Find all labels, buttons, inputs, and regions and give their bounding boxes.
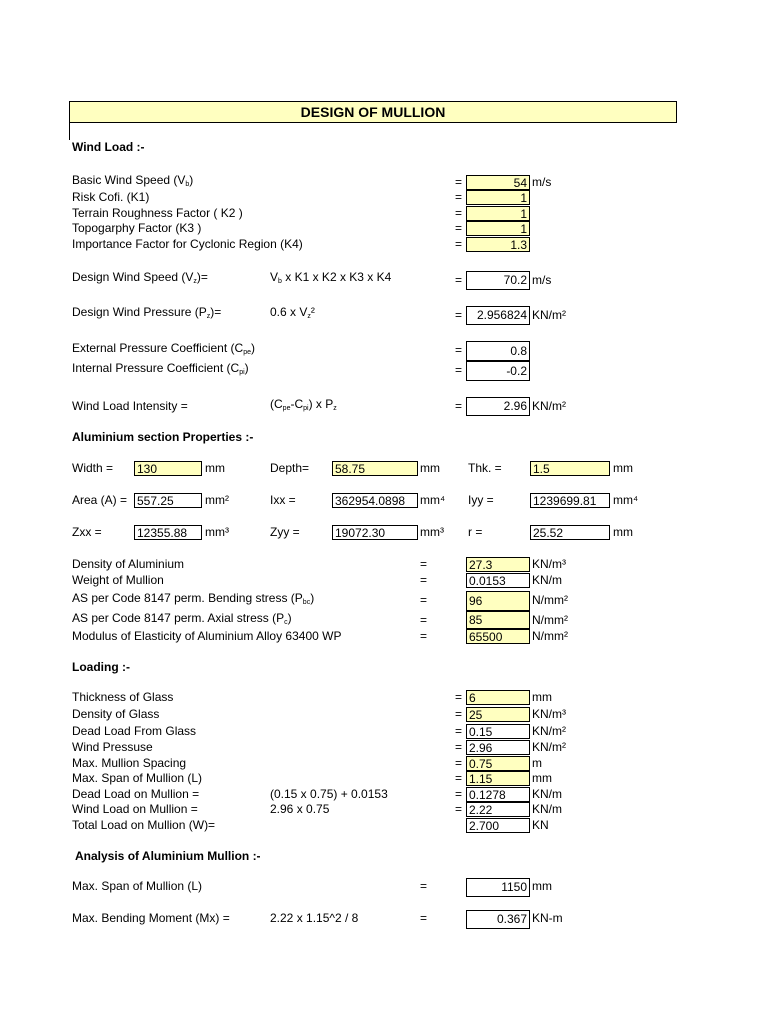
label-thickness-glass: Thickness of Glass: [72, 690, 174, 704]
section-heading-wind-load: Wind Load :-: [72, 140, 145, 154]
unit-ixx: mm⁴: [420, 493, 446, 507]
label-mullion-spacing: Max. Mullion Spacing: [72, 756, 187, 770]
cell-wind-load-intensity[interactable]: 2.96: [466, 397, 530, 416]
unit-weight-mullion: KN/m: [532, 573, 562, 587]
label-design-wind-pressure: Design Wind Pressure $(P_z)=$: [72, 305, 222, 320]
cell-zyy[interactable]: 19072.30: [332, 525, 418, 540]
unit-thickness-glass: mm: [532, 690, 552, 704]
label-depth: Depth=: [270, 461, 310, 475]
unit-modulus: N/mm²: [532, 629, 568, 643]
equals-sign: =: [455, 740, 463, 754]
unit-analysis-span: mm: [532, 879, 552, 893]
unit-density-aluminium: KN/m³: [532, 557, 566, 571]
equals-sign: =: [420, 593, 428, 607]
equals-sign: =: [420, 573, 428, 587]
cell-span-mullion[interactable]: 1.15: [466, 771, 530, 786]
unit-zxx: mm³: [205, 525, 229, 539]
unit-area: mm²: [205, 493, 229, 507]
cell-pbc[interactable]: 96: [466, 591, 530, 611]
unit-dead-load-mullion: KN/m: [532, 787, 562, 801]
unit-mullion-spacing: m: [532, 756, 542, 770]
label-modulus: Modulus of Elasticity of Aluminium Alloy 63400 WP: [72, 629, 342, 643]
unit-design-wind-pressure: KN/m²: [532, 308, 566, 322]
label-zxx: Zxx =: [72, 525, 102, 539]
equals-sign: =: [455, 771, 463, 785]
cell-density-glass[interactable]: 25: [466, 707, 530, 722]
equals-sign: =: [455, 273, 463, 287]
label-weight-mullion: Weight of Mullion: [72, 573, 164, 587]
label-topography: Topogarphy Factor (K3 ): [72, 221, 202, 235]
label-iyy: Iyy =: [468, 493, 494, 507]
page-title: DESIGN OF MULLION: [69, 101, 677, 123]
unit-wind-pressure: KN/m²: [532, 740, 566, 754]
unit-zyy: mm³: [420, 525, 444, 539]
equals-sign: =: [455, 707, 463, 721]
label-wind-pressure: Wind Pressuse: [72, 740, 153, 754]
label-importance: Importance Factor for Cyclonic Region (K4): [72, 237, 303, 251]
section-heading-loading: Loading :-: [72, 660, 130, 674]
cell-dead-load-glass[interactable]: 0.15: [466, 724, 530, 739]
cell-design-wind-speed[interactable]: 70.2: [466, 271, 530, 290]
cell-depth[interactable]: 58.75: [332, 461, 418, 476]
cell-cpi[interactable]: -0.2: [466, 361, 530, 381]
equals-sign: =: [455, 724, 463, 738]
cell-iyy[interactable]: 1239699.81: [530, 493, 610, 508]
label-pc: AS per Code 8147 perm. Axial stress $(P_c)$: [72, 611, 292, 626]
label-dead-load-glass: Dead Load From Glass: [72, 724, 197, 738]
cell-width[interactable]: 130: [134, 461, 202, 476]
cell-dead-load-mullion[interactable]: 0.1278: [466, 787, 530, 802]
label-r: r =: [468, 525, 483, 539]
cell-density-aluminium[interactable]: 27.3: [466, 557, 530, 572]
cell-area[interactable]: 557.25: [134, 493, 202, 508]
cell-thk[interactable]: 1.5: [530, 461, 610, 476]
formula-wind-load-mullion: 2.96 x 0.75: [270, 802, 330, 816]
unit-iyy: mm⁴: [613, 493, 639, 507]
cell-zxx[interactable]: 12355.88: [134, 525, 202, 540]
formula-dead-load-mullion: (0.15 x 0.75) + 0.0153: [270, 787, 388, 801]
label-density-glass: Density of Glass: [72, 707, 160, 721]
label-wind-load-intensity: Wind Load Intensity =: [72, 399, 188, 413]
cell-wind-load-mullion[interactable]: 2.22: [466, 802, 530, 817]
equals-sign: =: [455, 237, 463, 251]
equals-sign: =: [420, 629, 428, 643]
label-pbc: AS per Code 8147 perm. Bending stress $(P_{bc})$: [72, 591, 315, 606]
label-design-wind-speed: Design Wind Speed $(V_z)=$: [72, 270, 208, 285]
cell-k4[interactable]: 1.3: [466, 237, 530, 252]
equals-sign: =: [455, 363, 463, 377]
cell-k2[interactable]: 1: [466, 206, 530, 221]
unit-basic-wind-speed: m/s: [532, 175, 552, 189]
label-risk-cofi: Risk Cofi. (K1): [72, 190, 150, 204]
equals-sign: =: [420, 613, 428, 627]
label-span-mullion: Max. Span of Mullion (L): [72, 771, 203, 785]
cell-weight-mullion[interactable]: 0.0153: [466, 573, 530, 588]
unit-pc: N/mm²: [532, 613, 568, 627]
cell-r[interactable]: 25.52: [530, 525, 610, 540]
equals-sign: =: [455, 308, 463, 322]
unit-span-mullion: mm: [532, 771, 552, 785]
cell-cpe[interactable]: 0.8: [466, 341, 530, 361]
cell-basic-wind-speed[interactable]: 54: [466, 175, 530, 190]
section-heading-analysis: Analysis of Aluminium Mullion :-: [75, 849, 261, 863]
unit-width: mm: [205, 461, 225, 475]
label-ixx: Ixx =: [270, 493, 296, 507]
cell-wind-pressure[interactable]: 2.96: [466, 740, 530, 755]
cell-design-wind-pressure[interactable]: 2.956824: [466, 306, 530, 325]
cell-mullion-spacing[interactable]: 0.75: [466, 756, 530, 771]
equals-sign: =: [420, 911, 428, 925]
cell-k1[interactable]: 1: [466, 190, 530, 205]
label-zyy: Zyy =: [270, 525, 300, 539]
formula-design-wind-pressure: 0.6 x $V_z^2$: [270, 305, 315, 320]
equals-sign: =: [420, 879, 428, 893]
label-width: Width =: [72, 461, 114, 475]
unit-design-wind-speed: m/s: [532, 273, 552, 287]
label-density-aluminium: Density of Aluminium: [72, 557, 185, 571]
formula-wind-load-intensity: $(C_{pe}-C_{pi})$ x $P_z$: [270, 397, 337, 412]
equals-sign: =: [455, 787, 463, 801]
unit-r: mm: [613, 525, 633, 539]
label-total-load-mullion: Total Load on Mullion (W)=: [72, 818, 216, 832]
label-wind-load-mullion: Wind Load on Mullion =: [72, 802, 198, 816]
section-heading-aluminium-properties: Aluminium section Properties :-: [72, 430, 254, 444]
equals-sign: =: [420, 557, 428, 571]
cell-pc[interactable]: 85: [466, 611, 530, 629]
equals-sign: =: [455, 175, 463, 189]
unit-wind-load-mullion: KN/m: [532, 802, 562, 816]
cell-analysis-span[interactable]: 1150: [466, 878, 530, 897]
label-cpi: Internal Pressure Coefficient $(C_{pi})$: [72, 361, 249, 376]
label-bending-moment: Max. Bending Moment (Mx) =: [72, 911, 230, 925]
unit-wind-load-intensity: KN/m²: [532, 399, 566, 413]
formula-bending-moment: 2.22 x 1.15^2 / 8: [270, 911, 359, 925]
equals-sign: =: [455, 690, 463, 704]
unit-thk: mm: [613, 461, 633, 475]
label-terrain: Terrain Roughness Factor ( K2 ): [72, 206, 243, 220]
label-basic-wind-speed: Basic Wind Speed $(V_b)$: [72, 173, 194, 188]
label-cpe: External Pressure Coefficient $(C_{pe})$: [72, 341, 255, 356]
label-area: Area (A) =: [72, 493, 128, 507]
label-dead-load-mullion: Dead Load on Mullion =: [72, 787, 200, 801]
equals-sign: =: [455, 343, 463, 357]
unit-total-load-mullion: KN: [532, 818, 549, 832]
cell-bending-moment[interactable]: 0.367: [466, 910, 530, 929]
unit-pbc: N/mm²: [532, 593, 568, 607]
equals-sign: =: [455, 802, 463, 816]
unit-dead-load-glass: KN/m²: [532, 724, 566, 738]
equals-sign: =: [455, 190, 463, 204]
label-analysis-span: Max. Span of Mullion (L): [72, 879, 203, 893]
equals-sign: =: [455, 399, 463, 413]
cell-thickness-glass[interactable]: 6: [466, 690, 530, 705]
border-line: [69, 122, 70, 140]
unit-depth: mm: [420, 461, 440, 475]
unit-density-glass: KN/m³: [532, 707, 566, 721]
unit-bending-moment: KN-m: [532, 911, 563, 925]
cell-modulus[interactable]: 65500: [466, 629, 530, 644]
cell-k3[interactable]: 1: [466, 221, 530, 236]
label-thk: Thk. =: [468, 461, 502, 475]
equals-sign: =: [455, 221, 463, 235]
cell-total-load-mullion[interactable]: 2.700: [466, 818, 530, 833]
cell-ixx[interactable]: 362954.0898: [332, 493, 418, 508]
formula-design-wind-speed: $V_b$ x K1 x K2 x K3 x K4: [270, 270, 392, 285]
equals-sign: =: [455, 206, 463, 220]
equals-sign: =: [455, 756, 463, 770]
